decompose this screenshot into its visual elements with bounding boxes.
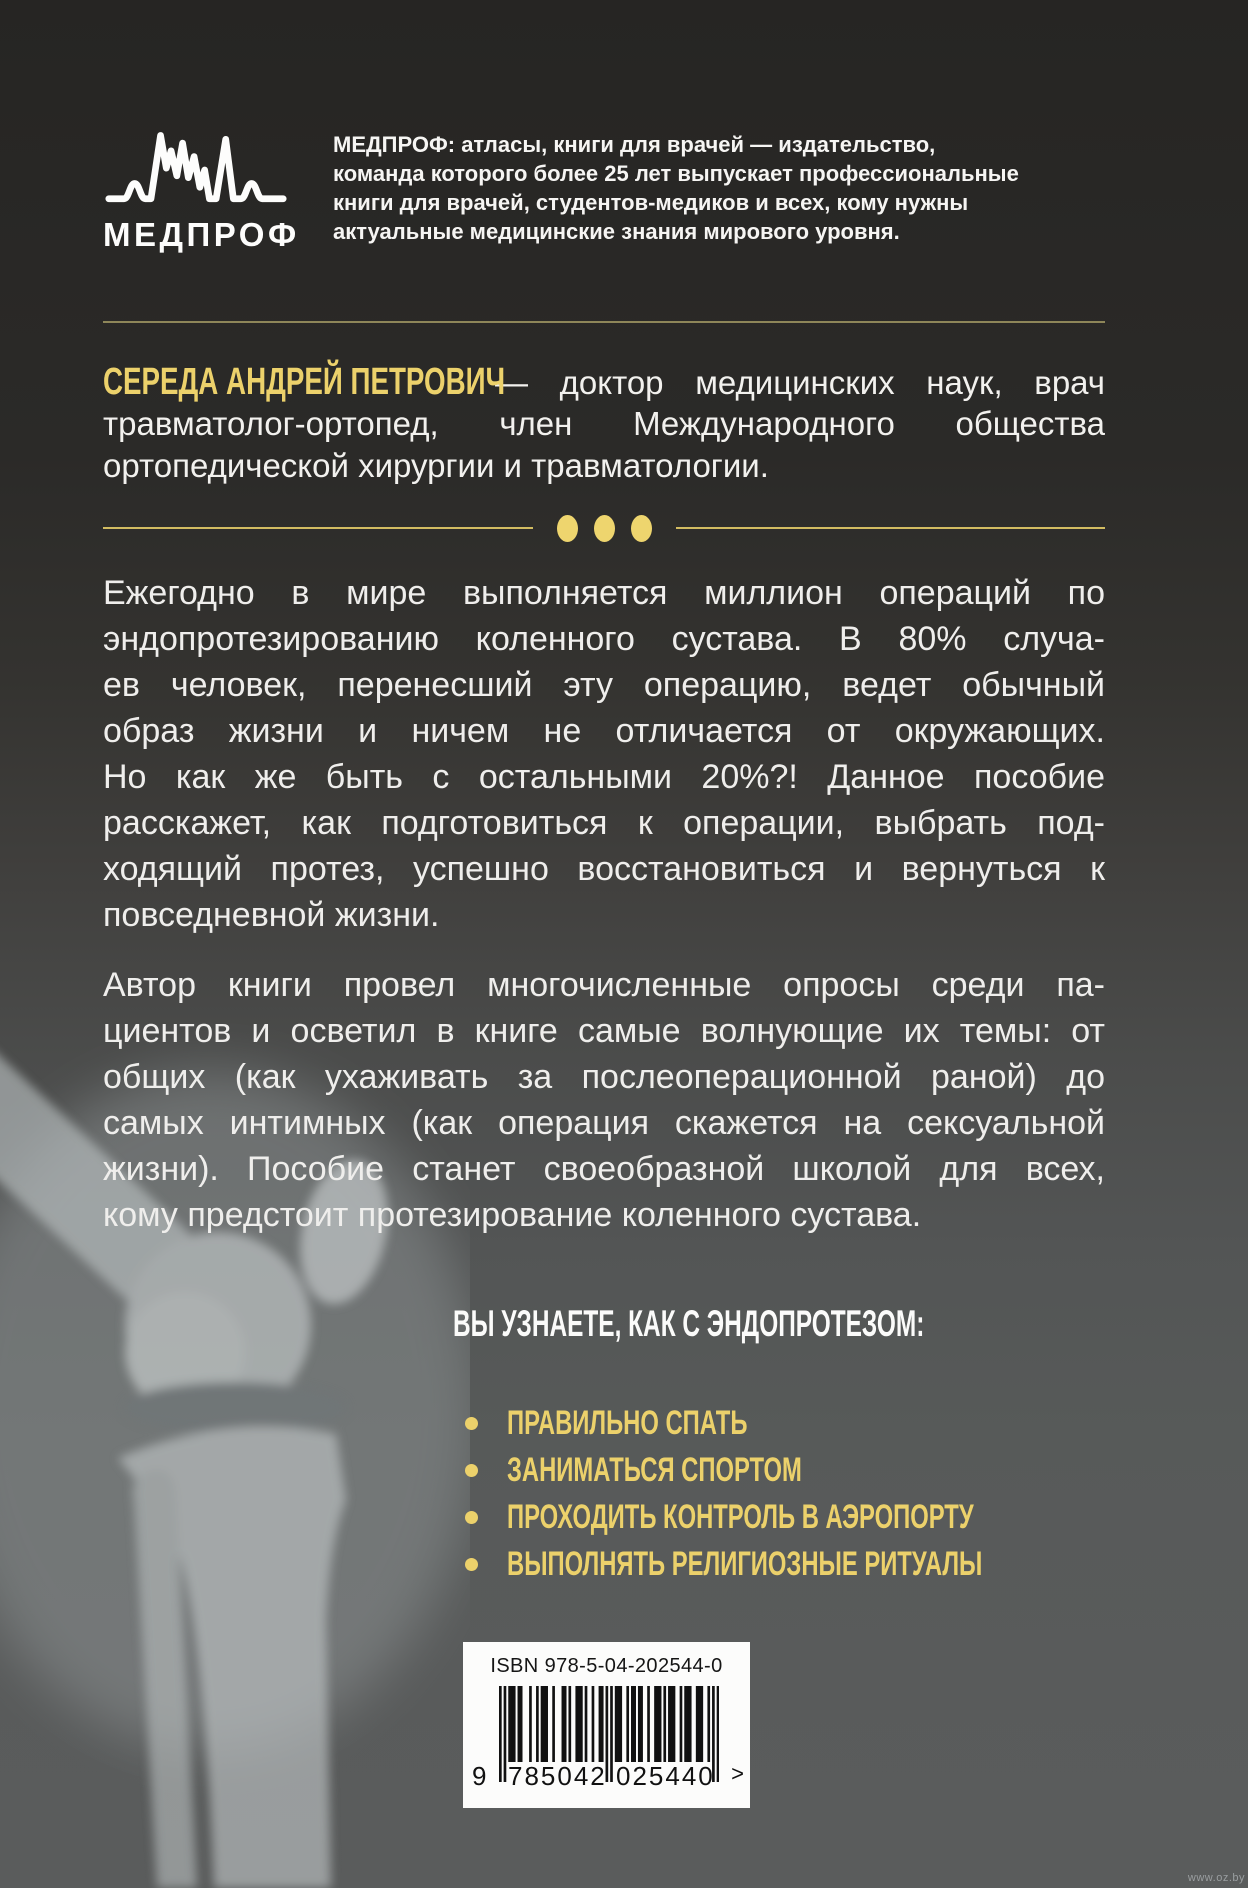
publisher-logo-text: МЕДПРОФ	[103, 216, 300, 253]
bullet-icon	[465, 1464, 478, 1477]
publisher-block	[103, 120, 1105, 254]
divider-dot	[557, 515, 578, 542]
medprof-logo	[103, 120, 303, 254]
author-name-wrap	[103, 361, 506, 404]
learn-item	[453, 1494, 1105, 1541]
barcode-digit-group: 9	[472, 1761, 487, 1791]
text-line: Автор книги провел многочисленные опросы среди па-	[103, 966, 1105, 1004]
text-line: общих (как ухаживать за послеоперационной раной) до	[103, 1058, 1105, 1096]
author-title: — доктор медицинских наук, врач	[495, 364, 1105, 401]
learn-item-label: ВЫПОЛНЯТЬ РЕЛИГИОЗНЫЕ РИТУАЛЫ	[507, 1545, 983, 1583]
barcode-digit-group: 025440	[616, 1761, 715, 1791]
author-name: СЕРЕДА АНДРЕЙ ПЕТРОВИЧ	[103, 361, 506, 403]
divider-line	[103, 527, 533, 529]
text-line: Но как же быть с остальными 20%?! Данное пособие	[103, 758, 1105, 796]
divider-dot	[631, 515, 652, 542]
text-line: повседневной жизни.	[103, 896, 440, 934]
barcode-end-mark: >	[731, 1761, 744, 1786]
barcode-digits	[463, 1761, 750, 1793]
author-line: ортопедической хирургии и травматологии.	[103, 447, 769, 484]
isbn-label: ISBN 978-5-04-202544-0	[490, 1655, 723, 1677]
author-block	[103, 361, 1105, 487]
author-line	[103, 361, 1105, 403]
learn-item-label: ЗАНИМАТЬСЯ СПОРТОМ	[507, 1451, 802, 1489]
barcode-digit-group: 785042	[508, 1761, 607, 1791]
text-line: Ежегодно в мире выполняется миллион операций по	[103, 574, 1105, 612]
learn-item	[453, 1447, 1105, 1494]
learn-item	[453, 1541, 1105, 1588]
text-line: ходящий протез, успешно восстановиться и вернуться к	[103, 850, 1105, 888]
text-line: самых интимных (как операция скажется на сексуальной	[103, 1104, 1105, 1142]
text-line: команда которого более 25 лет выпускает профессиональные	[333, 161, 1019, 186]
text-line: книги для врачей, студентов-медиков и всех, кому нужны	[333, 190, 969, 215]
ecg-logo-icon	[103, 124, 289, 216]
divider-dot	[594, 515, 615, 542]
text-line: циентов и осветил в книге самые волнующие их темы: от	[103, 1012, 1105, 1050]
text-line: кому предстоит протезирование коленного сустава.	[103, 1196, 922, 1234]
annotation-paragraph-2	[103, 962, 1105, 1238]
learn-item-label: ПРАВИЛЬНО СПАТЬ	[507, 1404, 748, 1442]
text-line: образ жизни и ничем не отличается от окружающих.	[103, 712, 1105, 750]
learn-heading: ВЫ УЗНАЕТЕ, КАК С ЭНДОПРОТЕЗОМ:	[453, 1303, 925, 1344]
text-line: МЕДПРОФ: атласы, книги для врачей — издательство,	[333, 132, 936, 157]
text-line: ев человек, перенесший эту операцию, ведет обычный	[103, 666, 1105, 704]
learn-list	[453, 1400, 1105, 1588]
cover-content	[103, 0, 1105, 1888]
watermark: www.oz.by	[1187, 1872, 1245, 1884]
bullet-icon	[465, 1417, 478, 1430]
bullet-icon	[465, 1511, 478, 1524]
annotation-paragraph-1	[103, 570, 1105, 938]
text-line: актуальные медицинские знания мирового уровня.	[333, 219, 900, 244]
author-line: травматолог-ортопед, член Международного общества	[103, 405, 1105, 442]
divider-line	[676, 527, 1106, 529]
divider-line	[103, 321, 1105, 323]
bullet-icon	[465, 1558, 478, 1571]
text-line: расскажет, как подготовиться к операции, выбрать под-	[103, 804, 1105, 842]
publisher-description	[333, 120, 1019, 246]
learn-item-label: ПРОХОДИТЬ КОНТРОЛЬ В АЭРОПОРТУ	[507, 1498, 974, 1536]
learn-section	[453, 1303, 1105, 1588]
isbn-barcode-box	[463, 1642, 750, 1808]
text-line: жизни). Пособие станет своеобразной школой для всех,	[103, 1150, 1105, 1188]
learn-item	[453, 1400, 1105, 1447]
text-line: эндопротезированию коленного сустава. В 80% случа-	[103, 620, 1105, 658]
dots-divider	[103, 514, 1105, 542]
